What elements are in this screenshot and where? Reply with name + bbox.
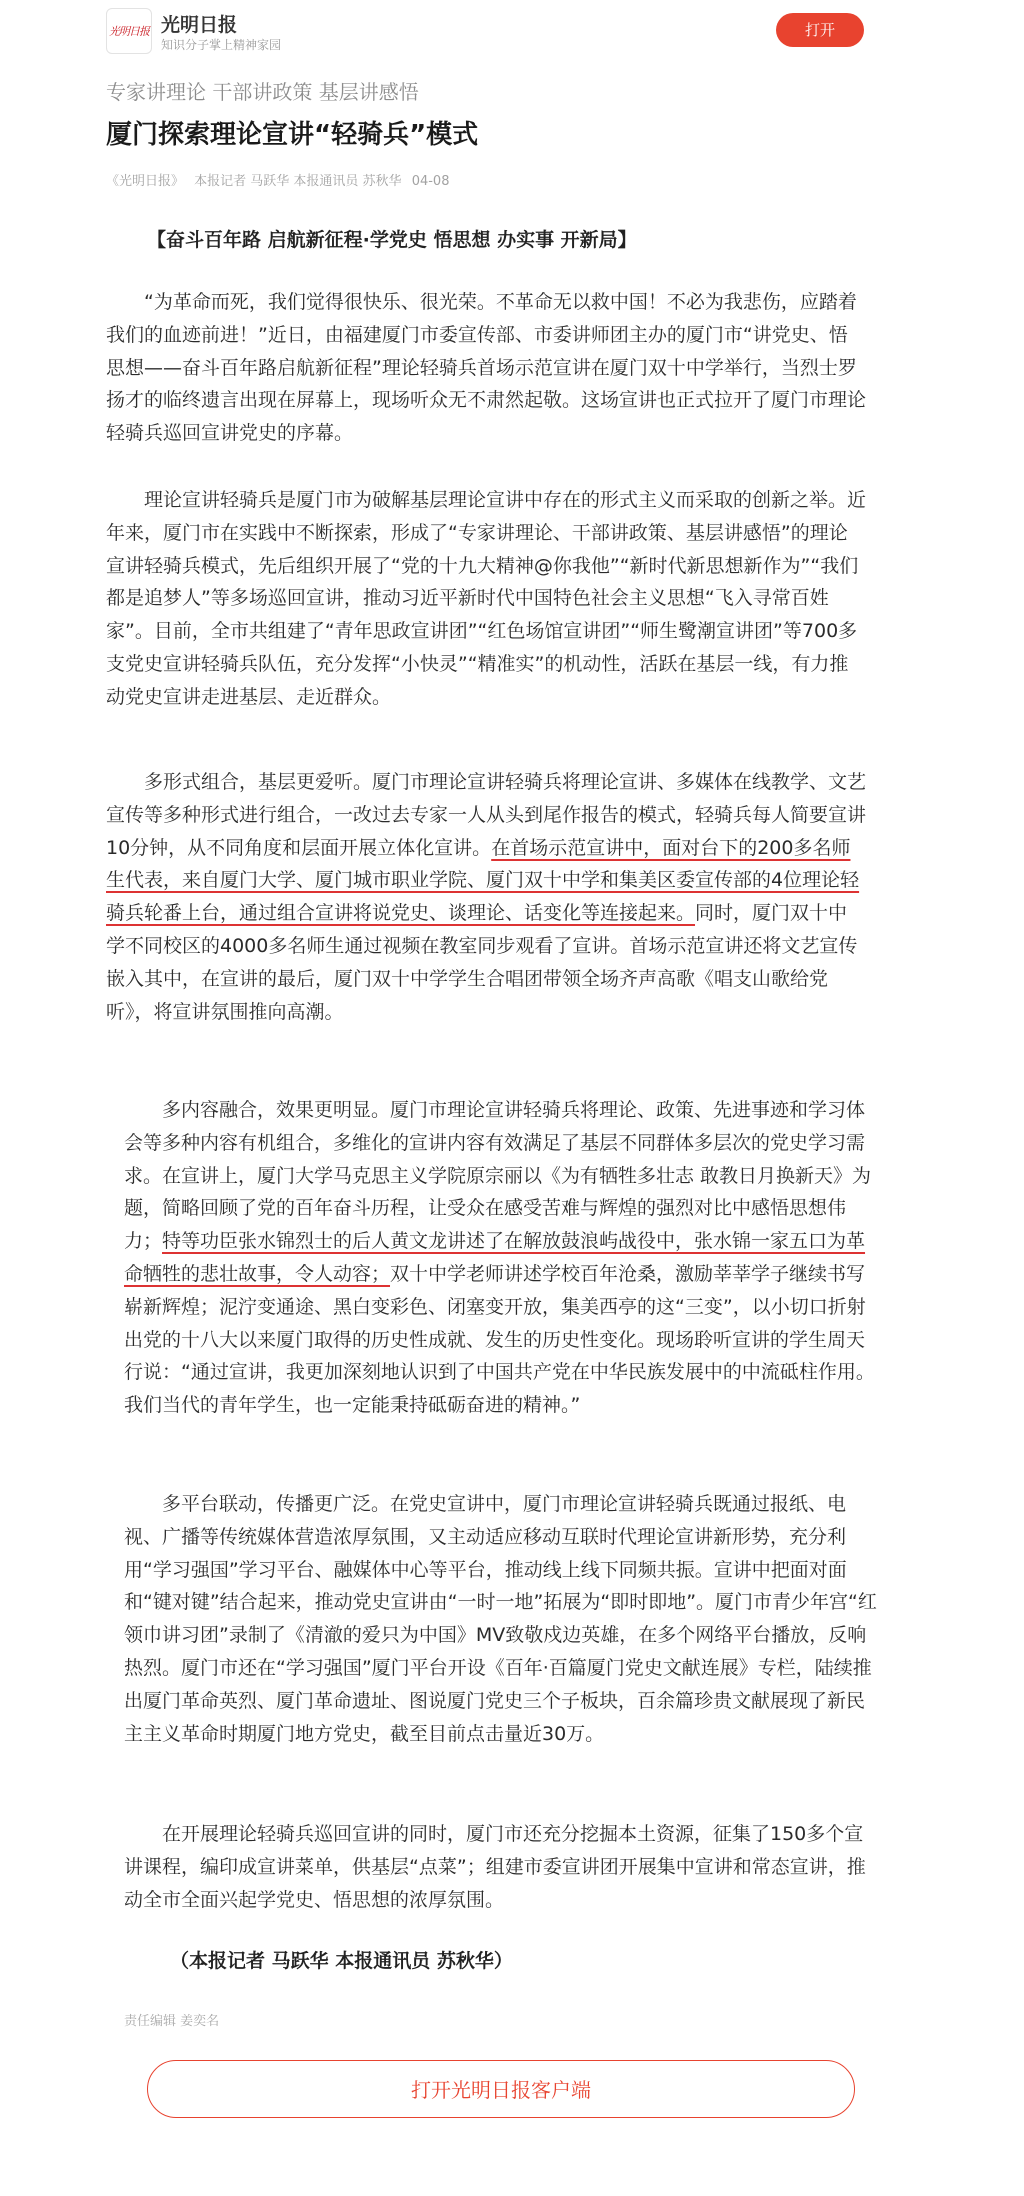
logo-text: 光明日报: [109, 25, 149, 38]
paragraph-3-highlight: 在首场示范宣讲中，面对台下的200多名师生代表，来自厦门大学、厦门城市职业学院、厦门双十中学和集美区委宣传部的4位理论轻骑兵轮番上台，通过组合宣讲将说党史、谈理论、话变化等连接起来。: [106, 836, 860, 925]
article-signature: （本报记者 马跃华 本报通讯员 苏秋华）: [170, 1950, 513, 1972]
meta-byline: 本报记者 马跃华 本报通讯员 苏秋华: [194, 174, 402, 189]
responsible-editor: 责任编辑 姜奕名: [124, 2014, 220, 2029]
paragraph-3-text-a: 多形式组合，基层更爱听。厦门市理论宣讲轻骑兵将理论宣讲、多媒体在线教学、文艺宣传等多种形式进行组合，一改过去专家一人从头到尾作报告的模式，轻骑兵每人简要宣讲10分钟，从不同角度和层面开展立体化宣讲。: [106, 771, 867, 859]
paragraph-5: 多平台联动，传播更广泛。在党史宣讲中，厦门市理论宣讲轻骑兵既通过报纸、电视、广播等传统媒体营造浓厚氛围，又主动适应移动互联时代理论宣讲新形势，充分利用“学习强国”学习平台、融媒体中心等平台，推动线上线下同频共振。宣讲中把面对面和“键对键”结合起来，推动党史宣讲由“一时一地”拓展为“即时即地”。厦门市青少年宫“红领巾讲习团”录制了《清澈的爱只为中国》MV致敬戍边英雄，在多个网络平台播放，反响热烈。厦门市还在“学习强国”厦门平台开设《百年·百篇厦门党史文献连展》专栏，陆续推出厦门革命英烈、厦门革命遗址、图说厦门党史三个子板块，百余篇珍贵文献展现了新民主主义革命时期厦门地方党史，截至目前点击量近30万。: [124, 1493, 877, 1745]
paragraph-4-highlight: 特等功臣张水锦烈士的后人黄文龙讲述了在解放鼓浪屿战役中，张水锦一家五口为革命牺牲的悲壮故事，令人动容；: [124, 1230, 866, 1285]
article-subtitle: 专家讲理论 干部讲政策 基层讲感悟: [106, 80, 419, 104]
brand-slogan: 知识分子掌上精神家园: [161, 38, 282, 52]
open-app-button[interactable]: 打开: [776, 13, 864, 47]
paragraph-4-text-b: 双十中学老师讲述学校百年沧桑，激励莘莘学子继续书写崭新辉煌；泥泞变通途、黑白变彩色、闭塞变开放，集美西亭的这“三变”，以小切口折射出党的十八大以来厦门取得的历史性成就、发生的历史性变化。现场聆听宣讲的学生周天行说：“通过宣讲，我更加深刻地认识到了中国共产党在中华民族发展中的中流砥柱作用。我们当代的青年学生，也一定能秉持砥砺奋进的精神。”: [124, 1262, 875, 1417]
paragraph-3-text-b: 同时，厦门双十中学不同校区的4000多名师生通过视频在教室同步观看了宣讲。首场示范宣讲还将文艺宣传嵌入其中，在宣讲的最后，厦门双十中学学生合唱团带领全场齐声高歌《唱支山歌给党听》，将宣讲氛围推向高潮。: [106, 902, 858, 1023]
article-meta: [106, 170, 455, 189]
app-banner: [0, 0, 1024, 62]
article-title: 厦门探索理论宣讲“轻骑兵”模式: [106, 120, 479, 150]
brand-logo: [106, 8, 152, 54]
paragraph-2: 理论宣讲轻骑兵是厦门市为破解基层理论宣讲中存在的形式主义而采取的创新之举。近年来，厦门市在实践中不断探索，形成了“专家讲理论、干部讲政策、基层讲感悟”的理论宣讲轻骑兵模式，先后组织开展了“党的十九大精神@你我他”“新时代新思想新作为”“我们都是追梦人”等多场巡回宣讲，推动习近平新时代中国特色社会主义思想“飞入寻常百姓家”。目前，全市共组建了“青年思政宣讲团”“红色场馆宣讲团”“师生鹭潮宣讲团”等700多支党史宣讲轻骑兵队伍，充分发挥“小快灵”“精准实”的机动性，活跃在基层一线，有力推动党史宣讲走进基层、走近群众。: [106, 489, 867, 708]
meta-date: 04-08: [411, 174, 450, 189]
meta-source: 《光明日报》: [106, 174, 185, 189]
paragraph-3: [106, 766, 866, 1028]
paragraph-4-text-a: 多内容融合，效果更明显。厦门市理论宣讲轻骑兵将理论、政策、先进事迹和学习体会等多种内容有机组合，多维化的宣讲内容有效满足了基层不同群体多层次的党史学习需求。在宣讲上，厦门大学马克思主义学院原宗丽以《为有牺牲多壮志 敢教日月换新天》为题，简略回顾了党的百年奋斗历程，让受众在感受苦难与辉煌的强烈对比中感悟思想伟力；: [124, 1099, 872, 1253]
brand-name: 光明日报: [161, 14, 238, 36]
paragraph-6: 在开展理论轻骑兵巡回宣讲的同时，厦门市还充分挖掘本土资源，征集了150多个宣讲课程，编印成宣讲菜单，供基层“点菜”；组建市委宣讲团开展集中宣讲和常态宣讲，推动全市全面兴起学党史、悟思想的浓厚氛围。: [124, 1823, 866, 1911]
paragraph-1: “为革命而死，我们觉得很快乐、很光荣。不革命无以救中国！不必为我悲伤，应踏着我们的血迹前进！”近日，由福建厦门市委宣传部、市委讲师团主办的厦门市“讲党史、悟思想——奋斗百年路启航新征程”理论轻骑兵首场示范宣讲在厦门双十中学举行，当烈士罗扬才的临终遗言出现在屏幕上，现场听众无不肃然起敬。这场宣讲也正式拉开了厦门市理论轻骑兵巡回宣讲党史的序幕。: [106, 291, 867, 445]
section-heading: 【奋斗百年路 启航新征程·学党史 悟思想 办实事 开新局】: [147, 229, 637, 251]
open-client-button[interactable]: 打开光明日报客户端: [147, 2060, 855, 2118]
paragraph-4: [124, 1094, 882, 1422]
